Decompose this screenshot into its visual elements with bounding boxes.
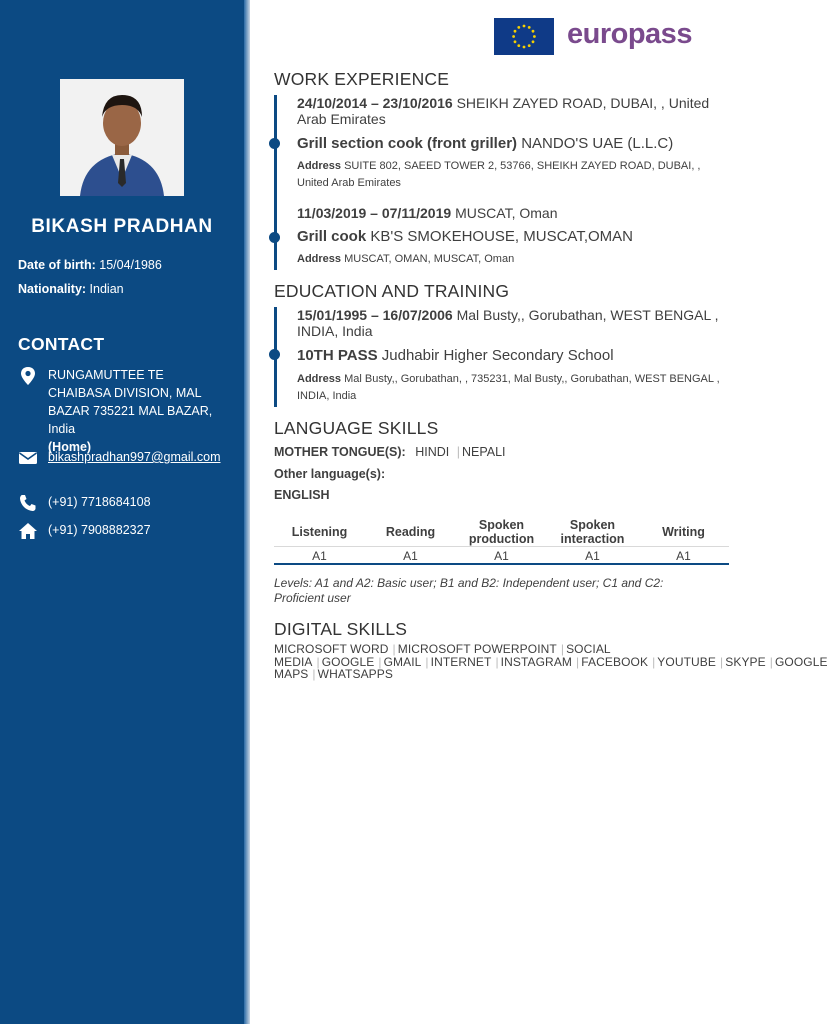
contact-address [18,366,228,454]
job-title: Grill cook [297,228,367,245]
work-item-title [297,135,729,152]
dob-value: 15/04/1986 [99,258,162,272]
contact-email [18,448,228,484]
education-title-line [297,347,729,364]
mother-tongue-label: MOTHER TONGUE(S): [274,445,406,459]
email-link[interactable]: bikashpradhan997@gmail.com [48,450,221,464]
nationality-value: Indian [89,282,124,296]
table-divider [274,546,729,547]
skill-item: YOUTUBE [657,654,717,669]
candidate-name: BIKASH PRADHAN [31,216,213,237]
nationality [18,282,124,296]
table-bottom-rule [274,563,729,565]
date-of-birth [18,258,162,272]
col-listening: Listening [291,525,348,539]
work-item-dates [297,95,729,127]
work-dates: 24/10/2014 – 23/10/2016 [297,95,453,111]
address-value: SUITE 802, SAEED TOWER 2, 53766, SHEIKH ZAYED ROAD, DUBAI, , United Arab Emirates [297,160,701,189]
level-writing: A1 [676,549,691,563]
contact-heading: CONTACT [18,334,105,354]
phone-icon [18,494,38,512]
col-spoken-interaction: Spoken interaction [560,518,625,546]
dob-label: Date of birth: [18,258,96,272]
level-reading: A1 [403,549,418,563]
digital-skills-list: MICROSOFT WORD | MICROSOFT POWERPOINT | SOCIAL MEDIA | GOOGLE | GMAIL | INTERNET | INSTAGRAM | FACEBOOK | YOUTUBE | SKYPE | GOOGLE MAPS | WHATSAPPS [274,642,828,681]
timeline-dot [269,349,280,360]
col-spoken-production: Spoken production [468,518,535,546]
employer: KB'S SMOKEHOUSE, MUSCAT,OMAN [370,228,633,245]
sidebar [0,0,244,1024]
job-title: Grill section cook (front griller) [297,135,518,152]
location-pin-icon [18,367,38,385]
sidebar-edge [244,0,250,1024]
work-item-address [297,251,729,268]
level-spoken-interaction: A1 [585,549,600,563]
col-reading: Reading [385,525,436,539]
address-type: (Home) [48,440,92,454]
work-location: SHEIKH ZAYED ROAD, DUBAI, , United Arab Emirates [297,95,710,127]
contact-phone-1 [18,493,228,513]
phone-2-text: (+91) 7908882327 [48,523,151,537]
education-location: Mal Busty,, Gorubathan, WEST BENGAL , INDIA, India [297,307,719,339]
home-icon [18,522,38,540]
address-value: MUSCAT, OMAN, MUSCAT, Oman [344,253,515,265]
address-text: RUNGAMUTTEE TE CHAIBASA DIVISION, MAL BAZAR 735221 MAL BAZAR, India [48,368,213,436]
mother-tongue-line [274,445,506,459]
qualification: 10TH PASS [297,347,378,364]
level-spoken-production: A1 [494,549,509,563]
address-value: Mal Busty,, Gorubathan, , 735231, Mal Busty,, Gorubathan, WEST BENGAL , INDIA, India [297,373,720,402]
education-dates-line [297,307,729,339]
other-language-name: ENGLISH [274,488,330,502]
skill-item: GOOGLE MAPS [274,654,828,681]
levels-note: Levels: A1 and A2: Basic user; B1 and B2: Independent user; C1 and C2: Proficient user [274,576,664,605]
skill-item: INTERNET [430,654,492,669]
work-experience-heading: WORK EXPERIENCE [274,69,450,89]
employer: NANDO'S UAE (L.L.C) [521,135,674,152]
avatar [60,79,184,196]
address-label: Address [297,160,342,172]
work-item-1 [297,95,729,192]
phone-1-text: (+91) 7718684108 [48,495,151,509]
skill-item: INSTAGRAM [500,654,573,669]
work-item-address [297,158,729,192]
address-label: Address [297,373,342,385]
europass-wordmark: europass [567,18,692,50]
work-dates: 11/03/2019 – 07/11/2019 [297,205,452,221]
mother-tongue-value: HINDI [415,445,450,459]
skill-item: SOCIAL MEDIA [274,642,611,669]
skill-item: FACEBOOK [581,654,649,669]
skill-item: GOOGLE [321,654,375,669]
eu-flag-icon [494,18,554,55]
work-item-dates [297,205,729,221]
other-languages-label: Other language(s): [274,467,386,481]
timeline-dot [269,138,280,149]
work-timeline [274,95,277,270]
digital-skills-heading: DIGITAL SKILLS [274,619,408,639]
skill-item: GMAIL [383,654,422,669]
col-writing: Writing [662,525,705,539]
separator: | [456,445,460,459]
work-item-title [297,228,729,245]
skill-item: MICROSOFT POWERPOINT [397,642,557,656]
school-name: Judhabir Higher Secondary School [381,347,614,364]
mother-tongue-value: NEPALI [461,445,506,459]
work-item-2 [297,205,729,268]
education-address [297,371,729,405]
language-skills-heading: LANGUAGE SKILLS [274,418,439,438]
contact-phone-2 [18,521,228,541]
work-location: MUSCAT, Oman [455,205,558,221]
skill-item: MICROSOFT WORD [274,642,389,656]
nationality-label: Nationality: [18,282,87,296]
address-label: Address [297,253,342,265]
level-listening: A1 [312,549,327,563]
envelope-icon [18,449,38,467]
timeline-dot [269,232,280,243]
skill-item: SKYPE [725,654,766,669]
education-dates: 15/01/1995 – 16/07/2006 [297,307,453,323]
main-content [274,0,828,1024]
education-item [297,307,729,405]
skill-item: WHATSAPPS [317,667,393,681]
education-heading: EDUCATION AND TRAINING [274,281,510,301]
